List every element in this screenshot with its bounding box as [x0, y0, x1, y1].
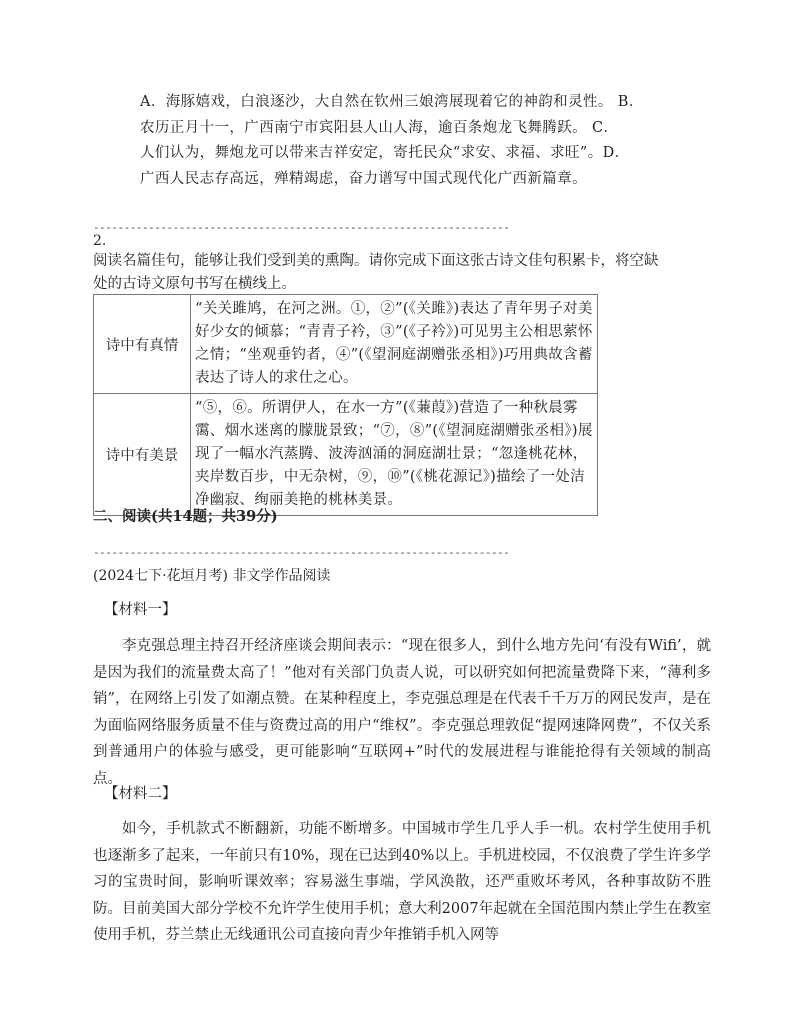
row-label: 诗中有美景 — [94, 394, 191, 516]
table-row — [94, 394, 598, 516]
question-prompt-line: 处的古诗文原句书写在横线上。 — [93, 276, 296, 292]
section-heading: 二、阅读(共14题；共39分) — [93, 508, 278, 525]
option-line-b: 农历正月十一，广西南宁市宾阳县人山人海，逾百条炮龙飞舞腾跃。 C． — [140, 119, 619, 136]
material-paragraph — [93, 816, 711, 949]
question-source: (2024七下·花垣月考) 非文学作品阅读 — [93, 568, 331, 584]
divider-line: -------------------------------------------------------------------- — [93, 221, 510, 234]
option-line-d: 广西人民志存高远，殚精竭虑，奋力谱写中国式现代化广西新篇章。 — [140, 170, 587, 187]
material-text: 如今，手机款式不断翻新，功能不断增多。中国城市学生几乎人手一机。农村学生使用手机也逐渐多了起来，一年前只有10%，现在已达到40%以上。手机进校园，不仅浪费了学生许多学习的宝贵时间，影响听课效率；容易滋生事端，学风涣散，还严重败坏考风，各种事故防不胜防。目前美国大部分学校不允许学生使用手机；意大利2007年起就在全国范围内禁止学生在教室使用手机，芬兰禁止无线通讯公司直接向青少年推销手机入网等 — [93, 821, 711, 943]
material-title: 【材料一】 — [104, 602, 177, 618]
material-paragraph — [93, 633, 711, 792]
row-label: 诗中有真情 — [94, 295, 191, 394]
option-line-a: A．海豚嬉戏，白浪逐沙，大自然在钦州三娘湾展现着它的神韵和灵性。 B． — [140, 94, 644, 110]
question-prompt-line: 阅读名篇佳句，能够让我们受到美的熏陶。请你完成下面这张古诗文佳句积累卡，将空缺 — [93, 253, 659, 269]
question-prompt — [93, 250, 713, 296]
material-title: 【材料二】 — [104, 786, 177, 802]
material-text: 李克强总理主持召开经济座谈会期间表示：“现在很多人，到什么地方先问‘有没有Wifi’，就是因为我们的流量费太高了！”他对有关部门负责人说，可以研究如何把流量费降下来，“薄利多销”，在网络上引发了如潮点赞。在某种程度上，李克强总理是在代表千千万万的网民发声，是在为面临网络服务质量不佳与资费过高的用户“维权”。李克强总理敦促“提网速降网费”，不仅关系到普通用户的体验与感受，更可能影响“互联网+”时代的发展进程与谁能抢得有关领域的制高点。 — [93, 638, 711, 787]
answer-options — [140, 90, 660, 192]
table-row — [94, 295, 598, 394]
option-line-c: 人们认为，舞炮龙可以带来吉祥安定，寄托民众“求安、求福、求旺”。D． — [140, 145, 630, 161]
divider-line: -------------------------------------------------------------------- — [93, 546, 510, 559]
question-number: 2. — [93, 233, 107, 249]
row-content: “关关雎鸠，在河之洲。①，②”(《关雎》)表达了青年男子对美好少女的倾慕；“青青子衿，③”(《子衿》)可见男主公相思萦怀之情；“坐观垂钓者，④”(《望洞庭湖赠张丞相》)巧用典故含蓄表达了诗人的求仕之心。 — [191, 295, 598, 394]
poetry-card-table — [93, 294, 598, 516]
row-content: “⑤，⑥。所谓伊人，在水一方”(《蒹葭》)营造了一种秋晨雾霭、烟水迷离的朦胧景致；“⑦，⑧”(《望洞庭湖赠张丞相》)展现了一幅水汽蒸腾、波涛汹涌的洞庭湖壮景；“忽逢桃花林，夹岸数百步，中无杂树，⑨，⑩”(《桃花源记》)描绘了一处洁净幽寂、绚丽美艳的桃林美景。 — [191, 394, 598, 516]
